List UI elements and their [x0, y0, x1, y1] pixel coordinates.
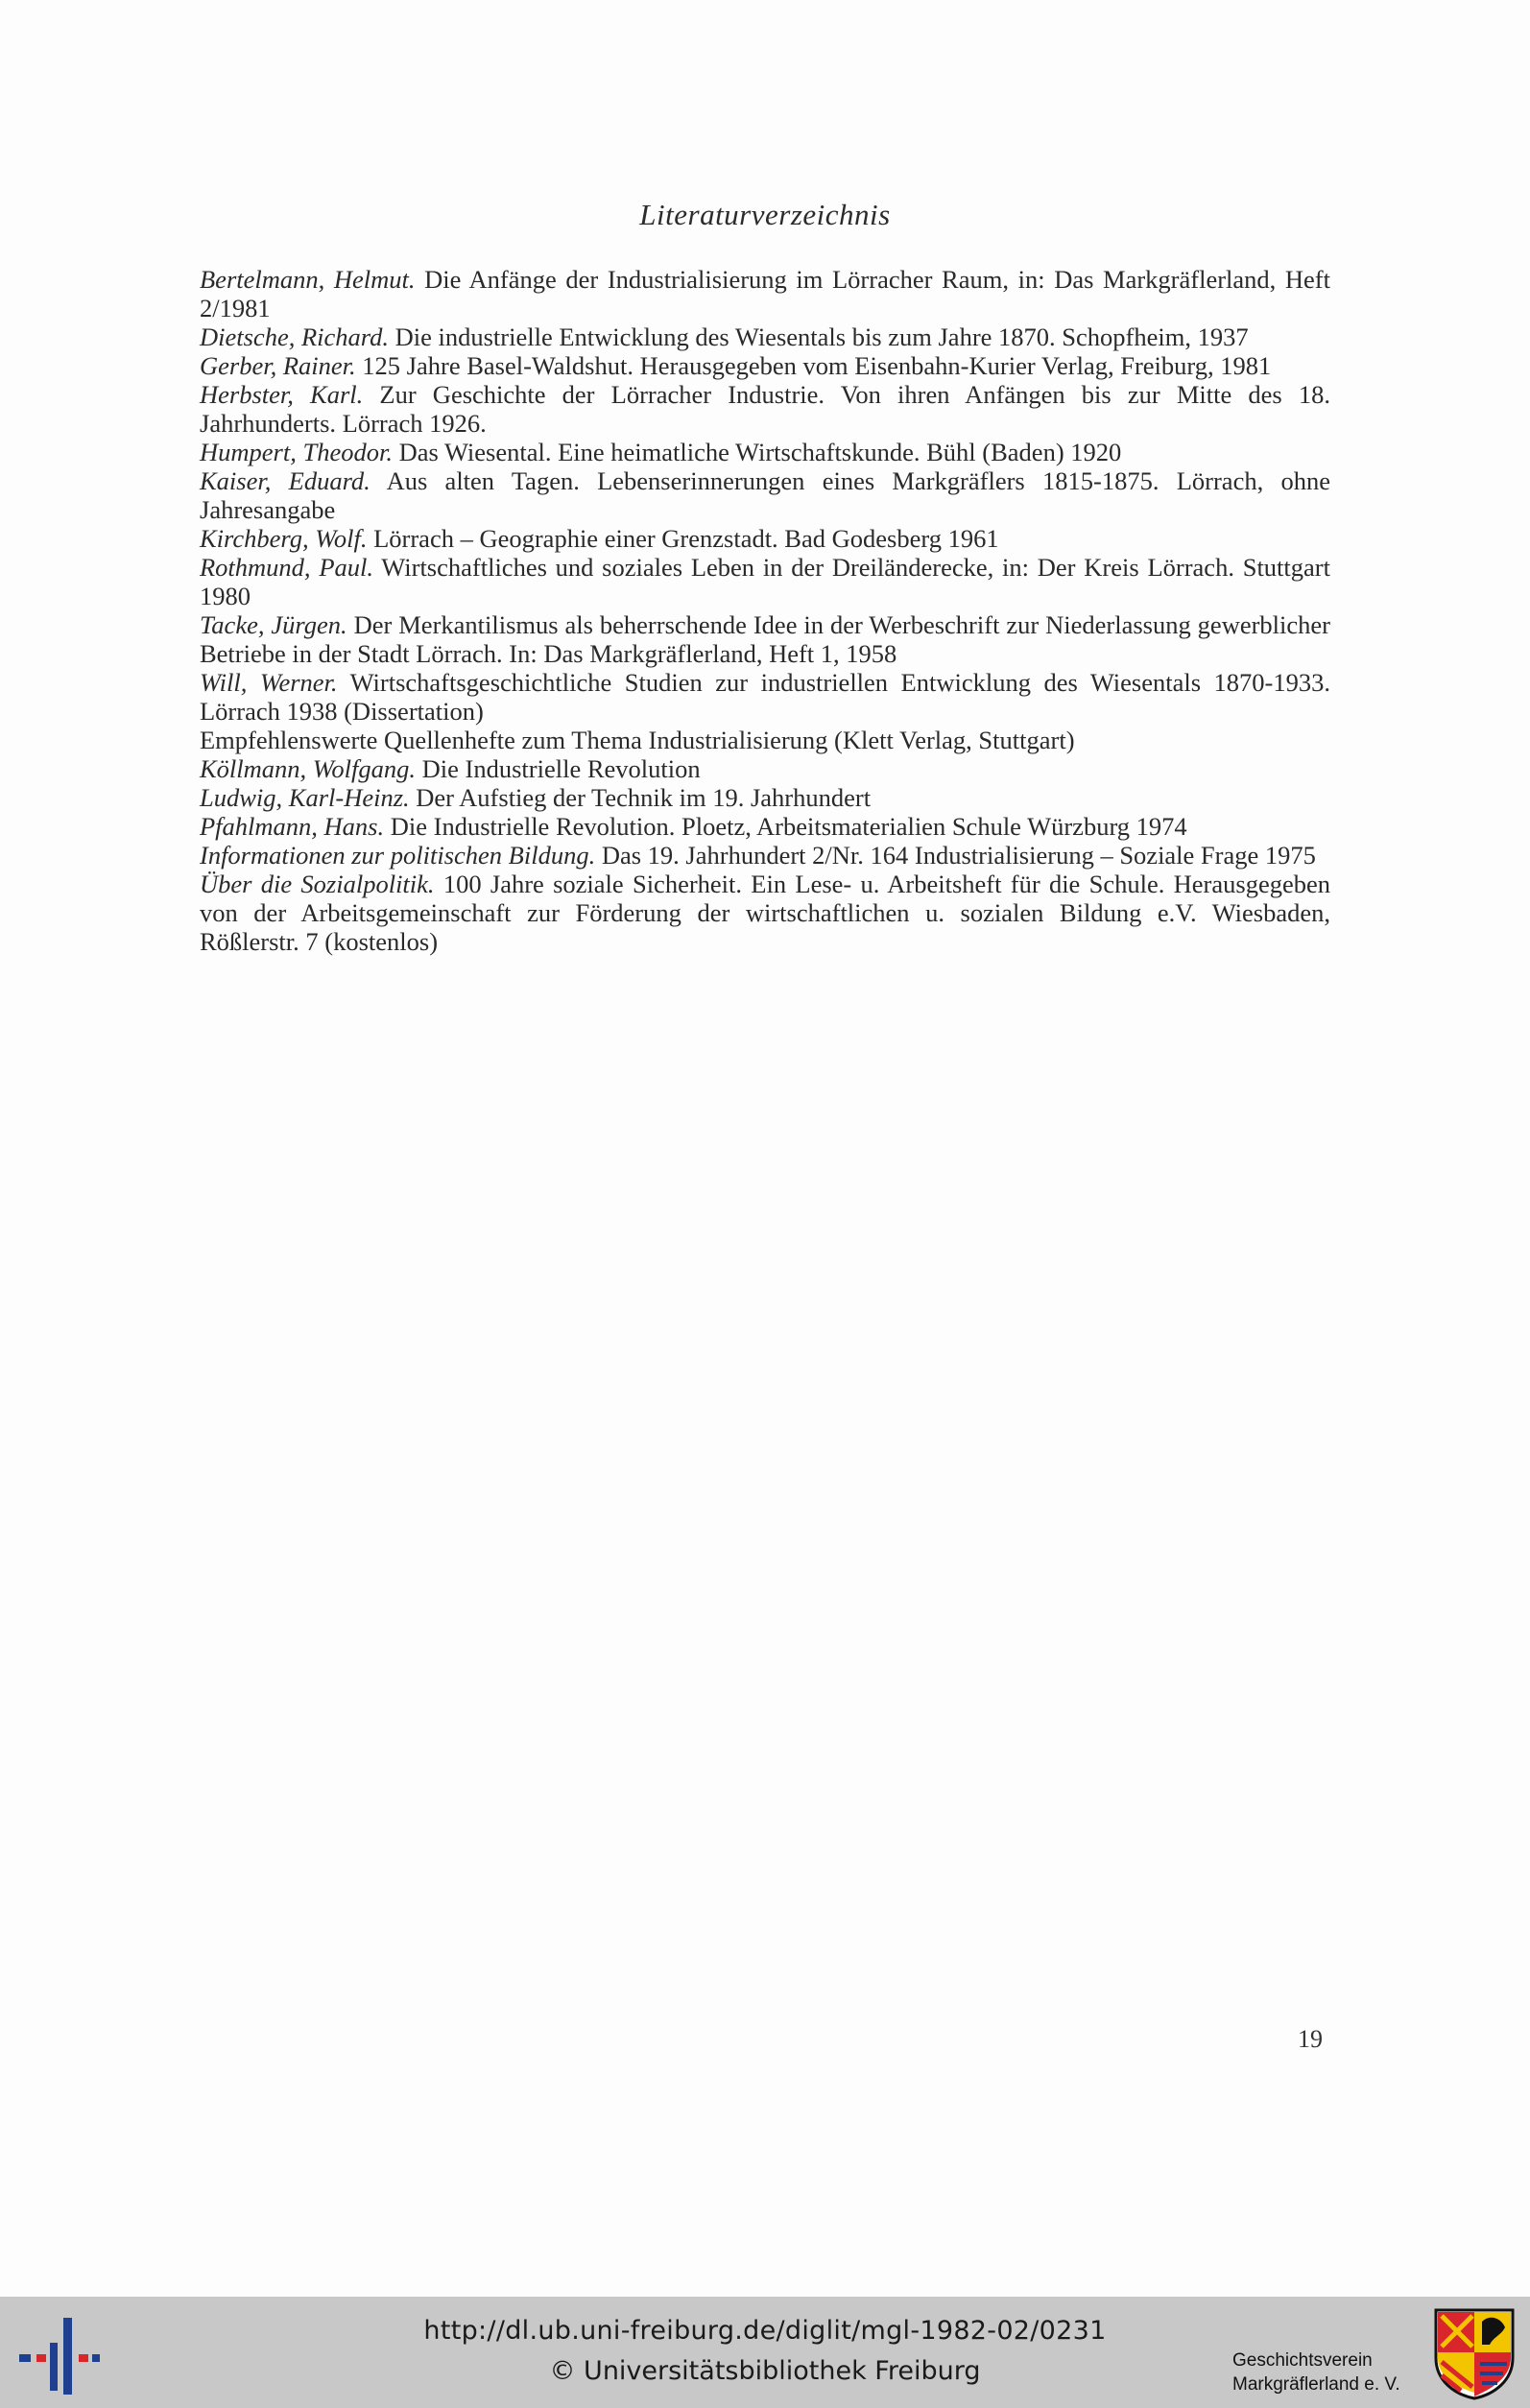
reference-author: Tacke, Jürgen. [200, 610, 347, 639]
reference-text: Die industrielle Entwicklung des Wiesentals bis zum Jahre 1870. Schopfheim, 1937 [388, 322, 1249, 351]
reference-author: Über die Sozialpolitik. [200, 870, 435, 898]
reference-text: Aus alten Tagen. Lebenserinnerungen eines Markgräflers 1815-1875. Lörrach, ohne Jahresangabe [200, 466, 1330, 524]
reference-text: Wirtschaftliches und soziales Leben in der Dreiländerecke, in: Der Kreis Lörrach. Stuttgart 1980 [200, 553, 1330, 610]
reference-text: Das Wiesental. Eine heimatliche Wirtschaftskunde. Bühl (Baden) 1920 [392, 438, 1122, 466]
copyright-text: © Universitätsbibliothek Freiburg [549, 2356, 981, 2386]
reference-text: Wirtschaftsgeschichtliche Studien zur industriellen Entwicklung des Wiesentals 1870-1933. Lörrach 1938 (Dissertation) [200, 668, 1330, 726]
reference-author: Dietsche, Richard. [200, 322, 389, 351]
society-name-line1: Geschichtsverein [1232, 2350, 1373, 2371]
reference-item [200, 466, 1330, 524]
reference-text: Lörrach – Geographie einer Grenzstadt. Bad Godesberg 1961 [367, 524, 999, 553]
reference-author: Kaiser, Eduard. [200, 466, 371, 495]
reference-item [200, 438, 1330, 466]
reference-author: Herbster, Karl. [200, 380, 364, 409]
reference-item [200, 870, 1330, 956]
reference-text: 125 Jahre Basel-Waldshut. Herausgegeben vom Eisenbahn-Kurier Verlag, Freiburg, 1981 [355, 351, 1272, 380]
reference-item [200, 553, 1330, 610]
reference-item [200, 783, 1330, 812]
reference-item [200, 351, 1330, 380]
reference-list [200, 265, 1330, 956]
permalink-url[interactable]: http://dl.ub.uni-freiburg.de/diglit/mgl-1982-02/0231 [423, 2316, 1107, 2346]
society-name [1232, 2348, 1400, 2396]
reference-item [200, 380, 1330, 438]
reference-text: Die Industrielle Revolution [416, 754, 701, 783]
reference-subheading [200, 726, 1330, 754]
reference-item [200, 265, 1330, 322]
reference-author: Köllmann, Wolfgang. [200, 754, 417, 783]
society-name-line2: Markgräflerland e. V. [1232, 2374, 1400, 2395]
reference-item [200, 610, 1330, 668]
reference-item [200, 322, 1330, 351]
reference-author: Ludwig, Karl-Heinz. [200, 783, 410, 812]
reference-author: Rothmund, Paul. [200, 553, 374, 582]
reference-author: Will, Werner. [200, 668, 338, 697]
reference-text: 100 Jahre soziale Sicherheit. Ein Lese- u. Arbeitsheft für die Schule. Herausgegeben von der Arbeitsgemeinschaft zur Förderung der wirtschaftlichen u. sozialen Bildung e.V. Wiesbaden, Rößlerstr. 7 (kostenlos) [200, 870, 1330, 956]
reference-author: Bertelmann, Helmut. [200, 265, 416, 294]
reference-author: Informationen zur politischen Bildung. [200, 841, 596, 870]
reference-item [200, 754, 1330, 783]
footer-bar [0, 2297, 1530, 2408]
reference-text: Der Merkantilismus als beherrschende Idee in der Werbeschrift zur Niederlassung gewerblicher Betriebe in der Stadt Lörrach. In: Das Markgräflerland, Heft 1, 1958 [200, 610, 1330, 668]
reference-text: Die Anfänge der Industrialisierung im Lörracher Raum, in: Das Markgräflerland, Heft 2/1981 [200, 265, 1330, 322]
reference-author: Kirchberg, Wolf. [200, 524, 368, 553]
reference-text: Das 19. Jahrhundert 2/Nr. 164 Industrialisierung – Soziale Frage 1975 [595, 841, 1316, 870]
coat-of-arms-icon[interactable] [1434, 2308, 1515, 2400]
reference-text: Der Aufstieg der Technik im 19. Jahrhundert [409, 783, 872, 812]
reference-text: Empfehlenswerte Quellenhefte zum Thema Industrialisierung (Klett Verlag, Stuttgart) [200, 726, 1075, 754]
page-number: 19 [1298, 2025, 1323, 2053]
reference-author: Humpert, Theodor. [200, 438, 393, 466]
reference-item [200, 812, 1330, 841]
reference-item [200, 841, 1330, 870]
reference-text: Die Industrielle Revolution. Ploetz, Arbeitsmaterialien Schule Würzburg 1974 [384, 812, 1187, 841]
reference-text: Zur Geschichte der Lörracher Industrie. Von ihren Anfängen bis zur Mitte des 18. Jahrhunderts. Lörrach 1926. [200, 380, 1330, 438]
reference-item [200, 524, 1330, 553]
reference-item [200, 668, 1330, 726]
reference-author: Pfahlmann, Hans. [200, 812, 385, 841]
reference-author: Gerber, Rainer. [200, 351, 356, 380]
page-title: Literaturverzeichnis [639, 198, 891, 231]
